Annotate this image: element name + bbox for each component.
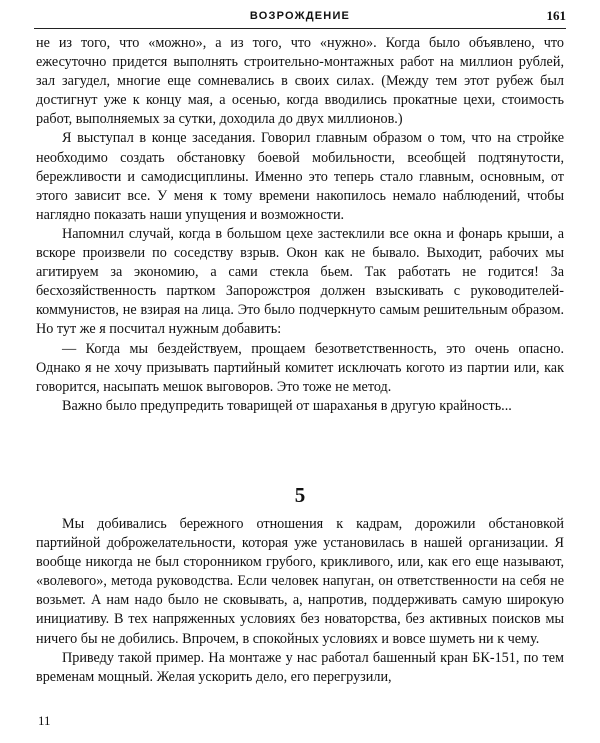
paragraph: — Когда мы бездействуем, прощаем безответственность, это очень опасно. Однако я не хочу призывать партийный комитет исключать когото из партии или, как говорится, насыпать мешок выговоров. Это тоже не метод. (36, 340, 564, 395)
page-header (34, 6, 566, 29)
text-block-before-section (36, 34, 564, 416)
paragraph: Важно было предупредить товарищей от шараханья в другую крайность... (62, 397, 512, 414)
printer-signature: 11 (38, 713, 51, 728)
paragraph: Я выступал в конце заседания. Говорил главным образом о том, что на стройке необходимо создать обстановку боевой мобильности, всеобщей подтянутости, бережливости и самодисциплины. Именно это теперь стало главным, основным, от этого зависит все. У меня к тому времени накопилось немало наблюдений, чтобы наглядно показать наши упущения и возможности. (36, 130, 564, 223)
paragraph: Приведу такой пример. На монтаже у нас работал башенный кран БК-151, по тем временам мощный. Желая ускорить дело, его перегрузили, (36, 649, 564, 685)
page-number: 161 (546, 8, 566, 23)
section-number: 5 (294, 483, 306, 507)
text-block-after-section (36, 515, 564, 687)
running-title: ВОЗРОЖДЕНИЕ (249, 10, 351, 22)
paragraph-continued: не из того, что «можно», а из того, что «нужно». Когда было объявлено, что ежесуточно придется выполнять строительно-монтажных работ на миллион рублей, зал загудел, многие еще сомневались в своих силах. (Между тем этот рубеж был достигнут уже к концу мая, а осенью, когда вводились прокатные цехи, стоимость работ, выполняемых за сутки, доходила до двух миллионов.) (36, 35, 564, 128)
paragraph: Мы добивались бережного отношения к кадрам, дорожили обстановкой партийной доброжелательности, которая уже установилась в нашей организации. Я вообще никогда не был сторонником грубого, крикливого, или, как его еще называют, «волевого», метода руководства. Если человек напуган, он ответственности на себя не возьмет. А нам надо было не сковывать, а, напротив, поддерживать самую широкую инициативу. В тех напряженных условиях без новаторства, без активных поисков мы ничего бы не добились. Впрочем, в спокойных условиях и вовсе шуметь ни к чему. (36, 516, 564, 647)
paragraph: Напомнил случай, когда в большом цехе застеклили все окна и фонарь крыши, а вскоре произвели по соседству взрыв. Окон как не бывало. Выходит, рабочих мы агитируем за экономию, а сами стекла бьем. Так работать не годится! За бесхозяйственность партком Запорожстроя должен взыскивать с руководителей-коммунистов, не взирая на лица. Это было подчеркнуто самым решительным образом. Но тут же я посчитал нужным добавить: (36, 225, 564, 338)
